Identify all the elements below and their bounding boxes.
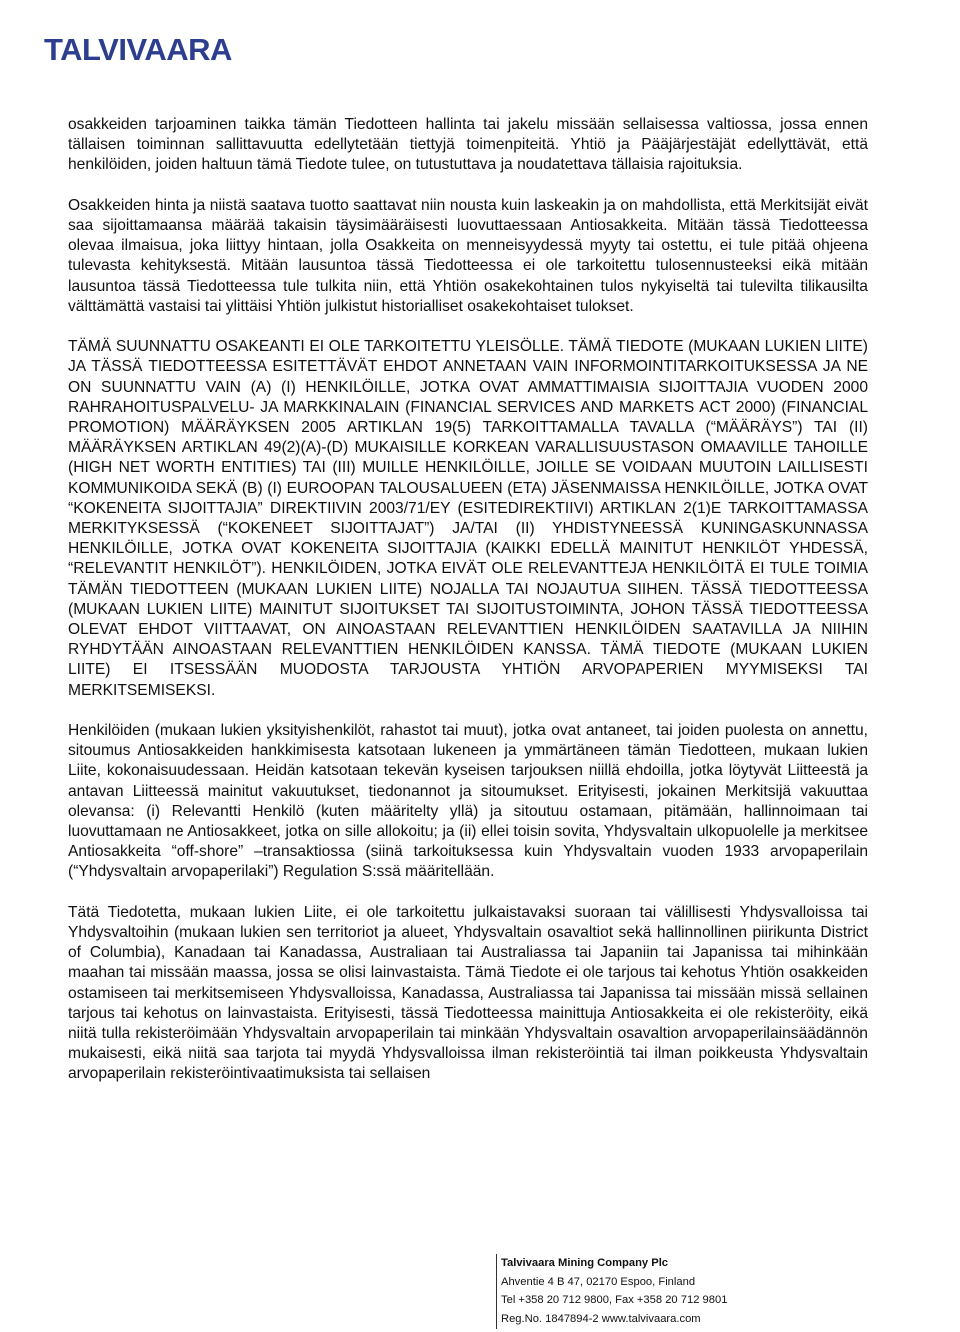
paragraph-1: osakkeiden tarjoaminen taikka tämän Tiedotteen hallinta tai jakelu missään sellaisessa valtiossa, jossa ennen tällaisen toiminnan sallittavuutta edellytetään tiettyjä toimenpiteitä. Yhtiö ja Pääjärjestäjät edellyttävät, että henkilöiden, joiden haltuun tämä Tiedote tulee, on tutustuttava ja noudatettava tällaisia rajoituksia.: [68, 116, 868, 174]
footer-phone: Tel +358 20 712 9800, Fax +358 20 712 9801: [501, 1294, 728, 1307]
paragraph-3: TÄMÄ SUUNNATTU OSAKEANTI EI OLE TARKOITETTU YLEISÖLLE. TÄMÄ TIEDOTE (MUKAAN LUKIEN LIITE) JA TÄSSÄ TIEDOTTEESSA ESITETTÄVÄT EHDOT ANNETAAN VAIN INFORMOINTITARKOITUKSESSA JA NE ON SUUNNATTU VAIN (A) (I) HENKILÖILLE, JOTKA OVAT AMMATTIMAISIA SIJOITTAJIA VUODEN 2000 RAHRAHOITUSPALVELU- JA MARKKINALAIN (FINANCIAL SERVICES AND MARKETS ACT 2000) (FINANCIAL PROMOTION) MÄÄRÄYKSEN 2005 ARTIKLAN 19(5) TARKOITTAMALLA TAVALLA (“MÄÄRÄYS”) TAI (II) MÄÄRÄYKSEN ARTIKLAN 49(2)(A)-(D) MUKAISILLE KORKEAN VARALLISUUSTASON OMAAVILLE TAHOILLE (HIGH NET WORTH ENTITIES) TAI (III) MUILLE HENKILÖILLE, JOILLE SE VOIDAAN MUUTOIN LAILLISESTI KOMMUNIKOIDA SEKÄ (B) (I) EUROOPAN TALOUSALUEEN (ETA) JÄSENMAISSA HENKILÖILLE, JOTKA OVAT “KOKENEITA SIJOITTAJIA” DIREKTIIVIN 2003/71/EY (ESITEDIREKTIIVI) ARTIKLAN 2(1)E TARKOITTAMASSA MERKITYKSESSÄ (“KOKENEET SIJOITTAJAT”) JA/TAI (II) YHDISTYNEESSÄ KUNINGASKUNNASSA HENKILÖILLE, JOTKA OVAT KOKENEITA SIJOITTAJIA (KAIKKI EDELLÄ MAINITUT HENKILÖT YHDESSÄ, “RELEVANTIT HENKILÖT”). HENKILÖIDEN, JOTKA EIVÄT OLE RELEVANTTEJA HENKILÖITÄ EI TULE TOIMIA TÄMÄN TIEDOTTEEN (MUKAAN LUKIEN LIITE) NOJALLA TAI NOJAUTUA SIIHEN. TÄSSÄ TIEDOTTEESSA (MUKAAN LUKIEN LIITE) MAINITUT SIJOITUKSET TAI SIJOITUSTOIMINTA, JOHON TÄSSÄ TIEDOTTEESSA OLEVAT EHDOT VIITTAAVAT, ON AINOASTAAN RELEVANTTIEN HENKILÖIDEN SAATAVILLA JA NIIHIN RYHDYTÄÄN AINOASTAAN RELEVANTTIEN HENKILÖIDEN KANSSA. TÄMÄ TIEDOTE (MUKAAN LUKIEN LIITE) EI ITSESSÄÄN MUODOSTA TARJOUSTA YHTIÖN ARVOPAPERIEN MYYMISEKSI TAI MERKITSEMISEKSI.: [68, 338, 868, 699]
company-footer: [496, 1254, 727, 1329]
document-body: [68, 115, 868, 1105]
footer-company-name: Talvivaara Mining Company Plc: [501, 1257, 669, 1269]
paragraph-5: Tätä Tiedotetta, mukaan lukien Liite, ei ole tarkoitettu julkaistavaksi suoraan tai välillisesti Yhdysvalloissa tai Yhdysvaltoihin (mukaan lukien sen territoriot ja alueet, Yhdysvaltain osavaltiot sekä hallinnollinen piirikunta District of Columbia), Kanadaan tai Kanadassa, Australiaan tai Australiassa tai Japaniin tai Japanissa tai mihinkään maahan tai missään maassa, jossa se olisi lainvastaista. Tämä Tiedote ei ole tarjous tai kehotus Yhtiön osakkeiden ostamiseen tai merkitsemiseen Yhdysvalloissa, Kanadassa, Australiassa tai Japanissa tai missään missä sellainen tarjous tai kehotus on lainvastaista. Erityisesti, tässä Tiedotteessa mainittuja Antiosakkeita ei ole rekisteröity, eikä niitä tulla rekisteröimään Yhdysvaltain arvopaperilain tai minkään Yhdysvaltain osavaltion arvopaperilainsäädännön mukaisesti, eikä niitä saa tarjota tai myydä Yhdysvalloissa ilman rekisteröintiä tai ilman poikkeusta Yhdysvaltain arvopaperilain rekisteröintivaatimuksista tai sellaisen: [68, 903, 868, 1083]
paragraph-2: Osakkeiden hinta ja niistä saatava tuotto saattavat niin nousta kuin laskeakin ja on mahdollista, että Merkitsijät eivät saa sijoittamaansa määrää takaisin täysimääräisesti luovuttaessaan Antiosakkeita. Mitään tässä Tiedotteessa olevaa ilmaisua, joka liittyy hintaan, jolla Osakkeita on menneisyydessä myyty tai ostettu, ei tule pitää ohjeena tulevasta kehityksestä. Mitään lausuntoa tässä Tiedotteessa ei ole tarkoitettu tulosennusteeksi eikä mitään lausuntoa tässä Tiedotteessa tule tulkita niin, että Yhtiön osakekohtainen tulos nykyiseltä tai tulevilta tilikausilta välttämättä vastaisi tai ylittäisi Yhtiön julkistut historialliset osakekohtaiset tulokset.: [68, 196, 868, 315]
company-logo: TALVIVAARA: [44, 32, 232, 67]
paragraph-4: Henkilöiden (mukaan lukien yksityishenkilöt, rahastot tai muut), jotka ovat antaneet, tai joiden puolesta on annettu, sitoumus Antiosakkeiden hankkimisesta katsotaan lukeneen ja ymmärtäneen tämän Tiedotteen, mukaan lukien Liite, kokonaisuudessaan. Heidän katsotaan tekevän kyseisen tarjouksen niillä ehdoilla, jotka löytyvät Liitteestä ja antavan Liitteessä mainitut vakuutukset, tiedonannot ja sitoumukset. Erityisesti, jokainen Merkitsijä vakuuttaa olevansa: (i) Relevantti Henkilö (kuten määritelty yllä) ja sitoutuu ostamaan, pitämään, hallinnoimaan tai luovuttamaan ne Antiosakkeet, jotka on sille allokoitu; ja (ii) ellei toisin sovita, Yhdysvaltain ulkopuolelle ja merkitsee Antiosakkeita “off-shore” –transaktiossa (siinä tarkoituksessa kuin Yhdysvaltain vuoden 1933 arvopaperilain (“Yhdysvaltain arvopaperilaki”) Regulation S:ssä määritellään.: [68, 722, 868, 881]
footer-address: Ahventie 4 B 47, 02170 Espoo, Finland: [501, 1275, 696, 1288]
footer-registration: Reg.No. 1847894-2 www.talvivaara.com: [501, 1313, 701, 1326]
